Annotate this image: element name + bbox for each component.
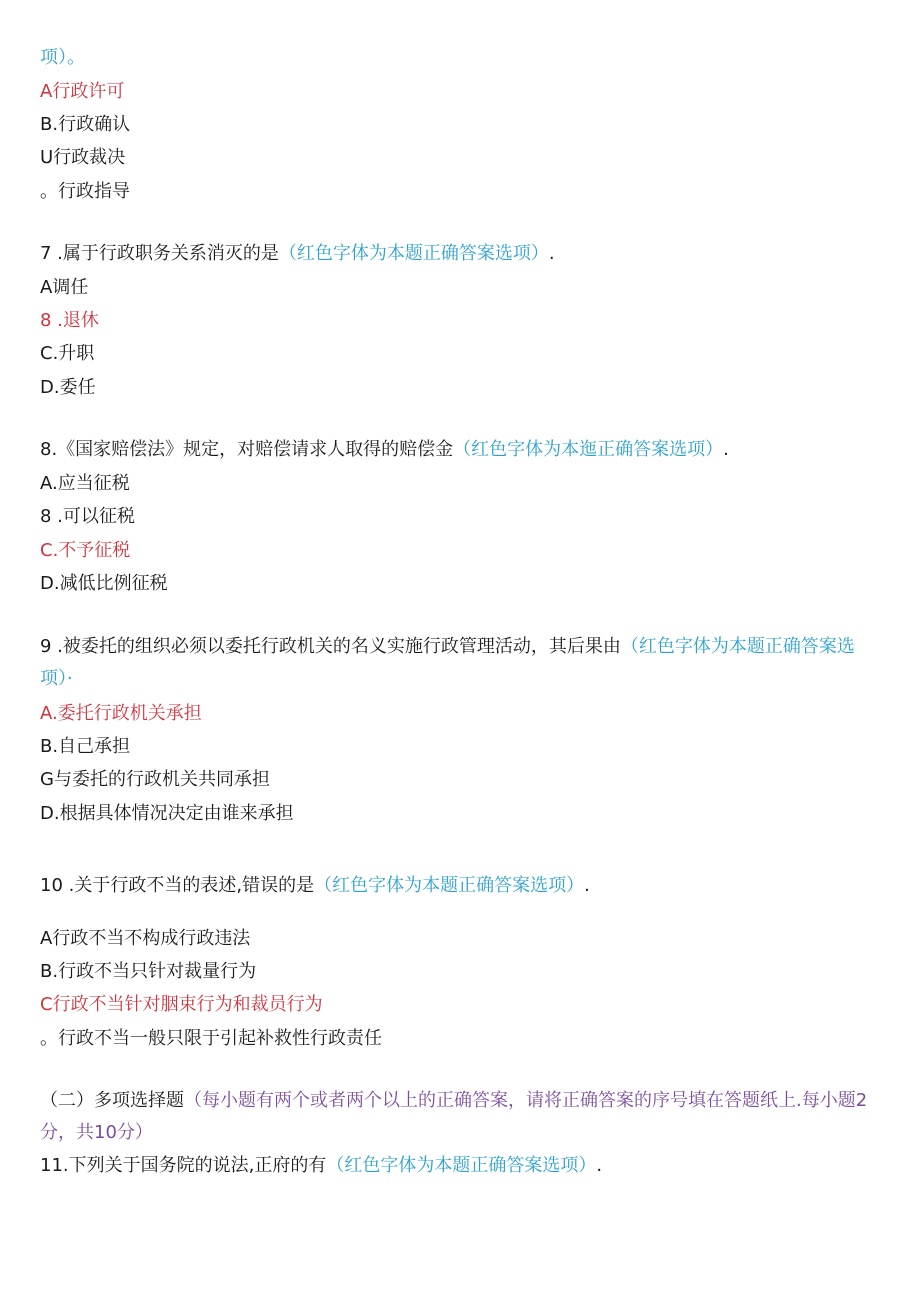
- q9-option-a: A.委托行政机关承担: [40, 703, 202, 724]
- q11-question: [40, 1154, 602, 1178]
- q9-option-b: B.自己承担: [40, 736, 131, 757]
- q8-hint: （红色字体为本迤正确答案选项）: [453, 439, 724, 460]
- q6-option-a: A行政许可: [40, 81, 125, 102]
- q11-end: .: [596, 1155, 603, 1176]
- q10-option-c: C行政不当针对胭束行为和裁员行为: [40, 994, 323, 1015]
- q9-end: ·: [67, 668, 73, 689]
- q6-option-b: B.行政确认: [40, 114, 131, 135]
- q10-question: [40, 874, 590, 898]
- q11-hint: （红色字体为本题正确答案选项）: [326, 1155, 597, 1176]
- q10-option-d: 。行政不当一般只限于引起补救性行政责任: [40, 1028, 382, 1049]
- q7-hint: （红色字体为本题正确答案选项）: [278, 243, 549, 264]
- q9-stem: 9 .被委托的组织必须以委托行政机关的名义实施行政管理活动，其后果由: [40, 636, 621, 657]
- q7-end: .: [548, 243, 555, 264]
- q10-option-a: A行政不当不构成行政违法: [40, 928, 251, 949]
- q8-end: .: [723, 439, 729, 460]
- section2-note: （每小题有两个或者两个以上的正确答案，请将正确答案的序号填在答题纸上.每小题2分，共10分）: [40, 1090, 868, 1143]
- q8-option-c: C.不予征税: [40, 540, 131, 561]
- q10-stem: 10 .关于行政不当的表述,错误的是: [40, 875, 315, 896]
- q10-option-b: B.行政不当只针对裁量行为: [40, 961, 257, 982]
- q9-question: [40, 631, 875, 695]
- q7-option-d: D.委任: [40, 377, 96, 398]
- q10-hint: （红色字体为本题正确答案选项）: [314, 875, 585, 896]
- q9-hint: （红色字体为本题正确答案选项）: [40, 636, 855, 689]
- q8-question: [40, 438, 729, 462]
- q9-option-d: D.根据具体情况决定由谁来承担: [40, 803, 294, 824]
- q7-stem: 7 .属于行政职务关系消灭的是: [40, 243, 279, 264]
- q8-option-b: 8 .可以征税: [40, 506, 135, 527]
- q6-option-d: 。行政指导: [40, 181, 130, 202]
- q7-question: [40, 242, 555, 266]
- q7-option-b: 8 .退休: [40, 310, 99, 331]
- q8-option-d: D.减低比例征税: [40, 573, 168, 594]
- section2-title: （二）多项选择题: [40, 1090, 184, 1111]
- q8-option-a: A.应当征税: [40, 473, 130, 494]
- q11-stem: 11.下列关于国务院的说法,正府的有: [40, 1155, 327, 1176]
- q8-stem: 8.《国家赔偿法》规定，对赔偿请求人取得的赔偿金: [40, 439, 454, 460]
- q6-hint-tail: 项）。: [40, 47, 85, 68]
- q9-option-c: G与委托的行政机关共同承担: [40, 769, 270, 790]
- section2-heading: [40, 1085, 875, 1149]
- q6-option-c: U行政裁决: [40, 147, 126, 168]
- q7-option-c: C.升职: [40, 343, 95, 364]
- q7-option-a: A调任: [40, 277, 89, 298]
- q10-end: .: [584, 875, 590, 896]
